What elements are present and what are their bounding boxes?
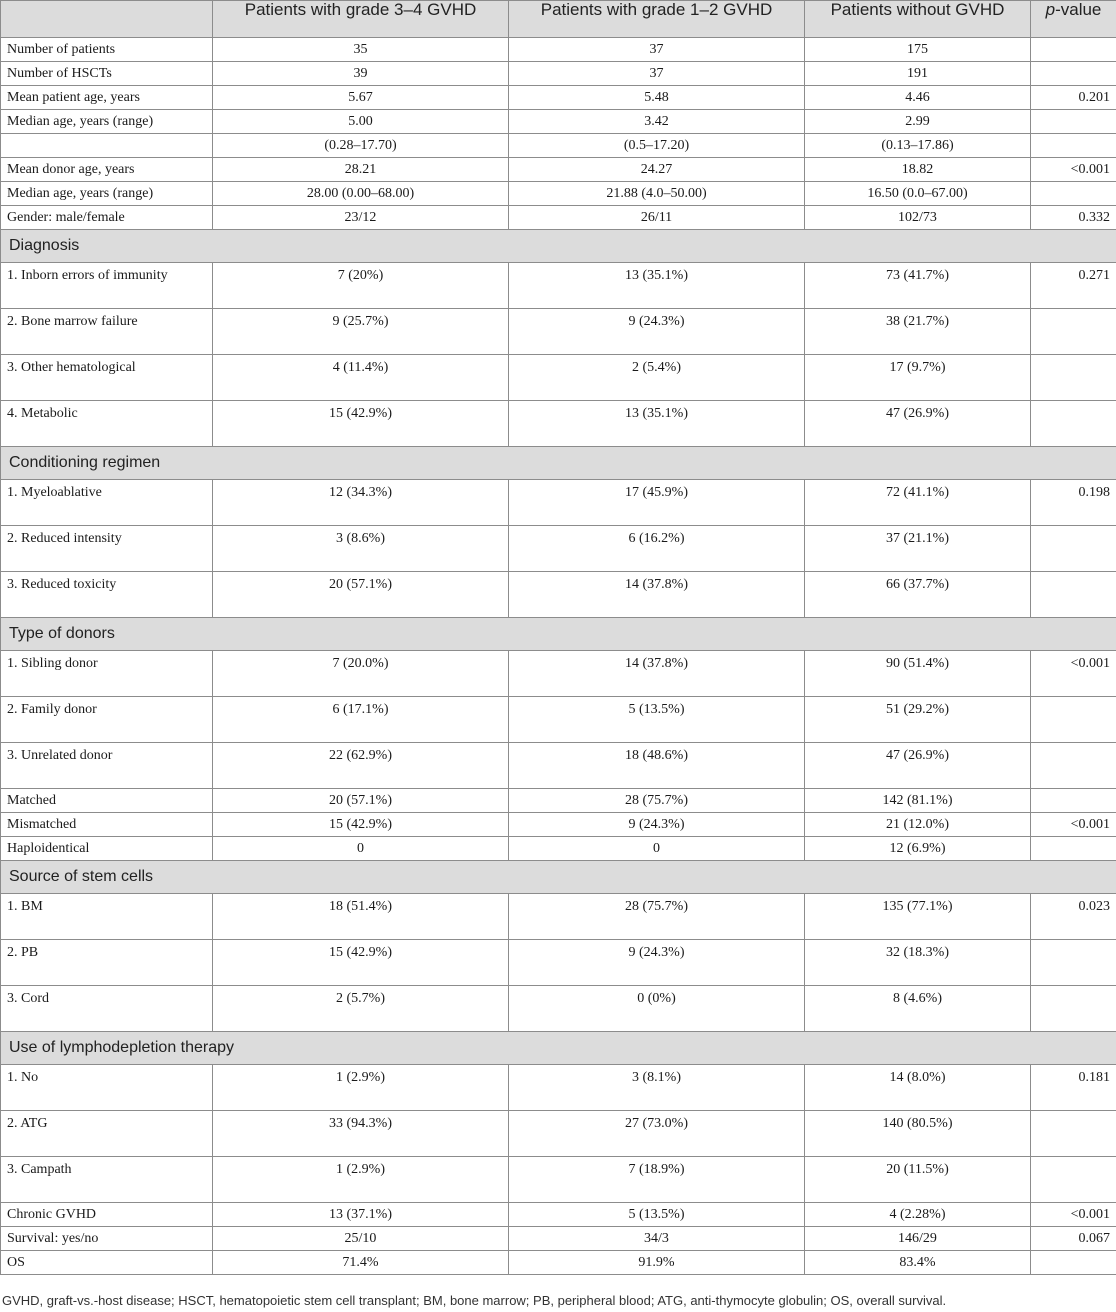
p-value-cell [1031,355,1116,401]
table-row [1,789,1116,813]
header-p-rest: -value [1055,0,1102,19]
p-value-cell [1031,38,1116,62]
section-header-row [1,618,1116,651]
section-title: Source of stem cells [1,861,1116,894]
section-title: Use of lymphodepletion therapy [1,1032,1116,1065]
grade-1-2-cell: 91.9% [509,1251,805,1275]
p-value-cell [1031,1111,1116,1157]
row-label-cell: Survival: yes/no [1,1227,213,1251]
grade-1-2-cell: 5 (13.5%) [509,1203,805,1227]
without-gvhd-cell: 191 [805,62,1031,86]
table-row [1,62,1116,86]
without-gvhd-cell: 83.4% [805,1251,1031,1275]
grade-3-4-cell: 25/10 [213,1227,509,1251]
without-gvhd-cell: 51 (29.2%) [805,697,1031,743]
table-row [1,86,1116,110]
table-row [1,110,1116,134]
without-gvhd-cell: 140 (80.5%) [805,1111,1031,1157]
grade-1-2-cell: 5 (13.5%) [509,697,805,743]
grade-1-2-cell: 28 (75.7%) [509,789,805,813]
grade-1-2-cell: 9 (24.3%) [509,940,805,986]
table-row [1,134,1116,158]
table-row [1,1227,1116,1251]
row-label-cell: Number of HSCTs [1,62,213,86]
grade-1-2-cell: 17 (45.9%) [509,480,805,526]
p-value-cell: 0.181 [1031,1065,1116,1111]
p-value-cell: 0.271 [1031,263,1116,309]
grade-1-2-cell: 9 (24.3%) [509,309,805,355]
p-value-cell [1031,1251,1116,1275]
grade-3-4-cell: 23/12 [213,206,509,230]
table-row [1,697,1116,743]
p-value-cell: <0.001 [1031,1203,1116,1227]
row-label-cell: Number of patients [1,38,213,62]
table-row [1,1203,1116,1227]
section-header-row [1,230,1116,263]
p-value-cell [1031,697,1116,743]
grade-1-2-cell: 5.48 [509,86,805,110]
without-gvhd-cell: 8 (4.6%) [805,986,1031,1032]
without-gvhd-cell: 38 (21.7%) [805,309,1031,355]
without-gvhd-cell: 4.46 [805,86,1031,110]
section-header-row [1,1032,1116,1065]
row-label-cell: 4. Metabolic [1,401,213,447]
grade-1-2-cell: (0.5–17.20) [509,134,805,158]
grade-1-2-cell: 27 (73.0%) [509,1111,805,1157]
table-row [1,401,1116,447]
without-gvhd-cell: 175 [805,38,1031,62]
grade-1-2-cell: 24.27 [509,158,805,182]
without-gvhd-cell: 37 (21.1%) [805,526,1031,572]
p-value-cell [1031,182,1116,206]
without-gvhd-cell: 72 (41.1%) [805,480,1031,526]
p-value-cell [1031,940,1116,986]
section-title: Type of donors [1,618,1116,651]
row-label-cell: 3. Unrelated donor [1,743,213,789]
grade-1-2-cell: 37 [509,62,805,86]
table-row [1,38,1116,62]
row-label-cell: 3. Cord [1,986,213,1032]
header-blank [1,1,213,38]
table-row [1,894,1116,940]
header-p-value [1031,1,1116,38]
table-body [1,38,1116,1275]
grade-3-4-cell: 12 (34.3%) [213,480,509,526]
without-gvhd-cell: 32 (18.3%) [805,940,1031,986]
grade-1-2-cell: 14 (37.8%) [509,651,805,697]
row-label-cell: 2. PB [1,940,213,986]
grade-3-4-cell: 5.00 [213,110,509,134]
without-gvhd-cell: 47 (26.9%) [805,401,1031,447]
table-row [1,182,1116,206]
row-label-cell: Matched [1,789,213,813]
row-label-cell: 2. Bone marrow failure [1,309,213,355]
grade-3-4-cell: 1 (2.9%) [213,1065,509,1111]
header-grade-1-2: Patients with grade 1–2 GVHD [509,1,805,38]
grade-3-4-cell: 0 [213,837,509,861]
grade-3-4-cell: 6 (17.1%) [213,697,509,743]
without-gvhd-cell: 21 (12.0%) [805,813,1031,837]
p-value-cell [1031,789,1116,813]
row-label-cell: Chronic GVHD [1,1203,213,1227]
without-gvhd-cell: 14 (8.0%) [805,1065,1031,1111]
table-row [1,263,1116,309]
p-value-cell [1031,134,1116,158]
row-label-cell: Mean patient age, years [1,86,213,110]
grade-1-2-cell: 9 (24.3%) [509,813,805,837]
row-label-cell: Mean donor age, years [1,158,213,182]
table-row [1,158,1116,182]
without-gvhd-cell: 102/73 [805,206,1031,230]
p-value-cell: 0.023 [1031,894,1116,940]
grade-3-4-cell: (0.28–17.70) [213,134,509,158]
grade-1-2-cell: 3 (8.1%) [509,1065,805,1111]
grade-3-4-cell: 3 (8.6%) [213,526,509,572]
table-row [1,986,1116,1032]
without-gvhd-cell: 2.99 [805,110,1031,134]
without-gvhd-cell: 20 (11.5%) [805,1157,1031,1203]
grade-3-4-cell: 71.4% [213,1251,509,1275]
grade-1-2-cell: 26/11 [509,206,805,230]
section-title: Conditioning regimen [1,447,1116,480]
table-header-row [1,1,1116,38]
table-row [1,1111,1116,1157]
grade-1-2-cell: 28 (75.7%) [509,894,805,940]
without-gvhd-cell: (0.13–17.86) [805,134,1031,158]
table-row [1,813,1116,837]
row-label-cell: 1. Inborn errors of immunity [1,263,213,309]
table-row [1,743,1116,789]
table-row [1,206,1116,230]
p-value-cell: <0.001 [1031,813,1116,837]
without-gvhd-cell: 73 (41.7%) [805,263,1031,309]
p-value-cell [1031,986,1116,1032]
grade-1-2-cell: 0 [509,837,805,861]
row-label-cell: Haploidentical [1,837,213,861]
grade-3-4-cell: 4 (11.4%) [213,355,509,401]
p-value-cell [1031,743,1116,789]
header-p-italic: p [1045,0,1056,19]
header-without-gvhd: Patients without GVHD [805,1,1031,38]
p-value-cell: 0.332 [1031,206,1116,230]
table-row [1,651,1116,697]
p-value-cell [1031,1157,1116,1203]
grade-3-4-cell: 28.00 (0.00–68.00) [213,182,509,206]
row-label-cell: 1. No [1,1065,213,1111]
row-label-cell: 3. Campath [1,1157,213,1203]
section-title: Diagnosis [1,230,1116,263]
grade-1-2-cell: 2 (5.4%) [509,355,805,401]
grade-1-2-cell: 0 (0%) [509,986,805,1032]
row-label-cell: 3. Reduced toxicity [1,572,213,618]
grade-3-4-cell: 33 (94.3%) [213,1111,509,1157]
grade-1-2-cell: 13 (35.1%) [509,263,805,309]
without-gvhd-cell: 90 (51.4%) [805,651,1031,697]
table-row [1,940,1116,986]
table-row [1,1065,1116,1111]
without-gvhd-cell: 142 (81.1%) [805,789,1031,813]
p-value-cell: 0.067 [1031,1227,1116,1251]
without-gvhd-cell: 135 (77.1%) [805,894,1031,940]
section-header-row [1,861,1116,894]
p-value-cell [1031,837,1116,861]
grade-1-2-cell: 21.88 (4.0–50.00) [509,182,805,206]
p-value-cell: <0.001 [1031,158,1116,182]
section-header-row [1,447,1116,480]
without-gvhd-cell: 16.50 (0.0–67.00) [805,182,1031,206]
row-label-cell: 1. BM [1,894,213,940]
grade-3-4-cell: 35 [213,38,509,62]
row-label-cell: 2. Family donor [1,697,213,743]
row-label-cell: 3. Other hematological [1,355,213,401]
table-row [1,309,1116,355]
table-row [1,355,1116,401]
row-label-cell: Gender: male/female [1,206,213,230]
table-row [1,526,1116,572]
row-label-cell: OS [1,1251,213,1275]
grade-3-4-cell: 39 [213,62,509,86]
table-row [1,837,1116,861]
without-gvhd-cell: 17 (9.7%) [805,355,1031,401]
grade-3-4-cell: 5.67 [213,86,509,110]
grade-3-4-cell: 20 (57.1%) [213,572,509,618]
row-label-cell: 1. Sibling donor [1,651,213,697]
row-label-cell [1,134,213,158]
table-footnote: GVHD, graft-vs.-host disease; HSCT, hematopoietic stem cell transplant; BM, bone marrow; PB, peripheral blood; ATG, anti-thymocyte globulin; OS, overall survival. [2,1293,947,1308]
row-label-cell: 1. Myeloablative [1,480,213,526]
grade-1-2-cell: 14 (37.8%) [509,572,805,618]
row-label-cell: 2. Reduced intensity [1,526,213,572]
grade-1-2-cell: 3.42 [509,110,805,134]
p-value-cell: 0.198 [1031,480,1116,526]
grade-1-2-cell: 18 (48.6%) [509,743,805,789]
grade-1-2-cell: 6 (16.2%) [509,526,805,572]
without-gvhd-cell: 18.82 [805,158,1031,182]
grade-1-2-cell: 34/3 [509,1227,805,1251]
table-row [1,1157,1116,1203]
grade-3-4-cell: 28.21 [213,158,509,182]
grade-3-4-cell: 1 (2.9%) [213,1157,509,1203]
grade-3-4-cell: 13 (37.1%) [213,1203,509,1227]
p-value-cell [1031,401,1116,447]
grade-3-4-cell: 2 (5.7%) [213,986,509,1032]
without-gvhd-cell: 146/29 [805,1227,1031,1251]
grade-3-4-cell: 9 (25.7%) [213,309,509,355]
grade-3-4-cell: 22 (62.9%) [213,743,509,789]
grade-3-4-cell: 15 (42.9%) [213,401,509,447]
table-row [1,1251,1116,1275]
row-label-cell: Mismatched [1,813,213,837]
p-value-cell [1031,62,1116,86]
grade-1-2-cell: 7 (18.9%) [509,1157,805,1203]
p-value-cell [1031,110,1116,134]
p-value-cell: <0.001 [1031,651,1116,697]
p-value-cell [1031,526,1116,572]
row-label-cell: Median age, years (range) [1,182,213,206]
p-value-cell: 0.201 [1031,86,1116,110]
row-label-cell: Median age, years (range) [1,110,213,134]
grade-3-4-cell: 18 (51.4%) [213,894,509,940]
row-label-cell: 2. ATG [1,1111,213,1157]
grade-3-4-cell: 15 (42.9%) [213,813,509,837]
grade-3-4-cell: 7 (20.0%) [213,651,509,697]
without-gvhd-cell: 12 (6.9%) [805,837,1031,861]
grade-1-2-cell: 13 (35.1%) [509,401,805,447]
header-grade-3-4: Patients with grade 3–4 GVHD [213,1,509,38]
p-value-cell [1031,572,1116,618]
p-value-cell [1031,309,1116,355]
without-gvhd-cell: 66 (37.7%) [805,572,1031,618]
without-gvhd-cell: 4 (2.28%) [805,1203,1031,1227]
table-row [1,480,1116,526]
grade-3-4-cell: 20 (57.1%) [213,789,509,813]
grade-3-4-cell: 7 (20%) [213,263,509,309]
grade-1-2-cell: 37 [509,38,805,62]
table-row [1,572,1116,618]
grade-3-4-cell: 15 (42.9%) [213,940,509,986]
without-gvhd-cell: 47 (26.9%) [805,743,1031,789]
